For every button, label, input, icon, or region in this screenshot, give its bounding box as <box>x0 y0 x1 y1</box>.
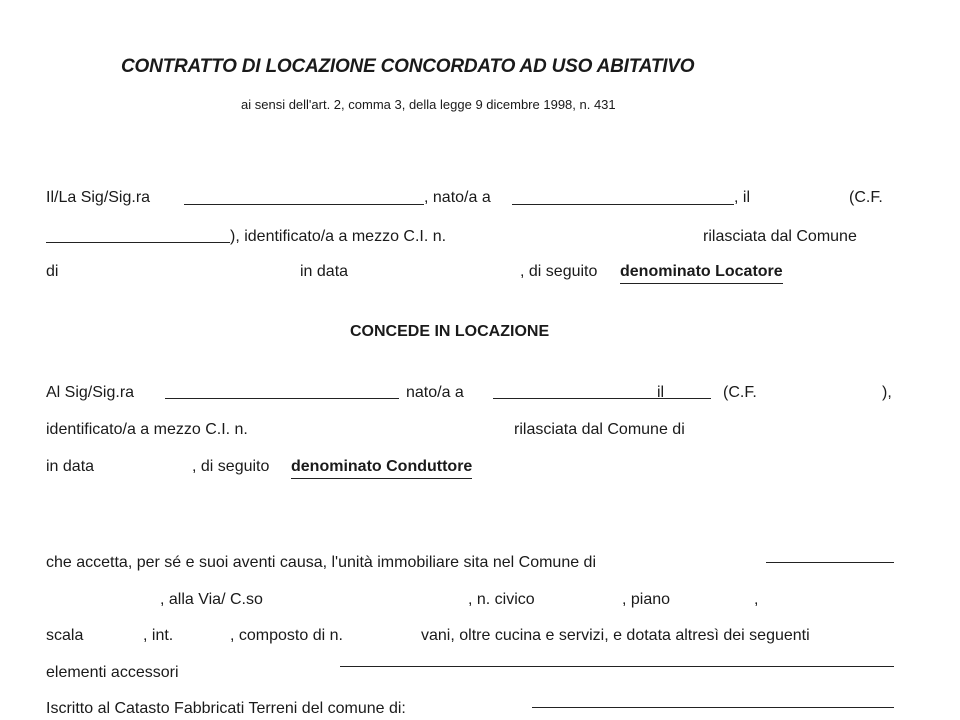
locatore-date-label: in data <box>300 263 349 280</box>
immobile-int-label: , int. <box>143 627 174 644</box>
locatore-birthplace-label: , nato/a a <box>424 189 491 206</box>
conduttore-name-field[interactable] <box>165 398 399 399</box>
locatore-role-label: denominato Locatore <box>620 262 783 284</box>
section-heading: CONCEDE IN LOCAZIONE <box>350 323 550 340</box>
immobile-civico-label: , n. civico <box>468 591 535 608</box>
immobile-scala-label: scala <box>46 627 84 644</box>
immobile-accessori-field[interactable] <box>340 666 894 667</box>
immobile-comune-label: che accetta, per sé e suoi aventi causa, l'unità immobiliare sita nel Comune di <box>46 554 597 571</box>
document-title: CONTRATTO DI LOCAZIONE CONCORDATO AD USO ABITATIVO <box>121 56 695 77</box>
conduttore-birthplace-field[interactable] <box>493 398 711 399</box>
locatore-name-field[interactable] <box>184 204 424 205</box>
immobile-catasto-label: Iscritto al Catasto Fabbricati Terreni del comune di: <box>46 700 406 717</box>
immobile-piano-label: , piano <box>622 591 671 608</box>
conduttore-role-label: denominato Conduttore <box>291 457 472 479</box>
locatore-id-label: ), identificato/a a mezzo C.I. n. <box>230 228 447 245</box>
locatore-cf-label: (C.F. <box>849 189 883 206</box>
conduttore-cf-label: (C.F. <box>723 384 757 401</box>
locatore-birthplace-field[interactable] <box>512 204 734 205</box>
conduttore-issued-label: rilasciata dal Comune di <box>514 421 685 438</box>
locatore-comune-label: di <box>46 263 59 280</box>
conduttore-birthdate-label: il <box>657 384 665 401</box>
document-subtitle: ai sensi dell'art. 2, comma 3, della legge 9 dicembre 1998, n. 431 <box>241 97 616 112</box>
immobile-via-label: , alla Via/ C.so <box>160 591 263 608</box>
immobile-piano-sep: , <box>754 591 759 608</box>
conduttore-name-label: Al Sig/Sig.ra <box>46 384 135 401</box>
immobile-servizi-label: vani, oltre cucina e servizi, e dotata altresì dei seguenti <box>421 627 810 644</box>
immobile-comune-field[interactable] <box>766 562 894 563</box>
locatore-cf-field[interactable] <box>46 242 230 243</box>
locatore-birthdate-label: , il <box>734 189 750 206</box>
immobile-catasto-field[interactable] <box>532 707 894 708</box>
conduttore-birthplace-label: nato/a a <box>406 384 464 401</box>
locatore-name-label: Il/La Sig/Sig.ra <box>46 189 151 206</box>
conduttore-cf-close: ), <box>882 384 892 401</box>
locatore-seguito-label: , di seguito <box>520 263 598 280</box>
conduttore-id-label: identificato/a a mezzo C.I. n. <box>46 421 248 438</box>
immobile-accessori-label: elementi accessori <box>46 664 179 681</box>
conduttore-date-label: in data <box>46 458 95 475</box>
conduttore-seguito-label: , di seguito <box>192 458 270 475</box>
immobile-vani-label: , composto di n. <box>230 627 343 644</box>
locatore-issued-label: rilasciata dal Comune <box>703 228 857 245</box>
